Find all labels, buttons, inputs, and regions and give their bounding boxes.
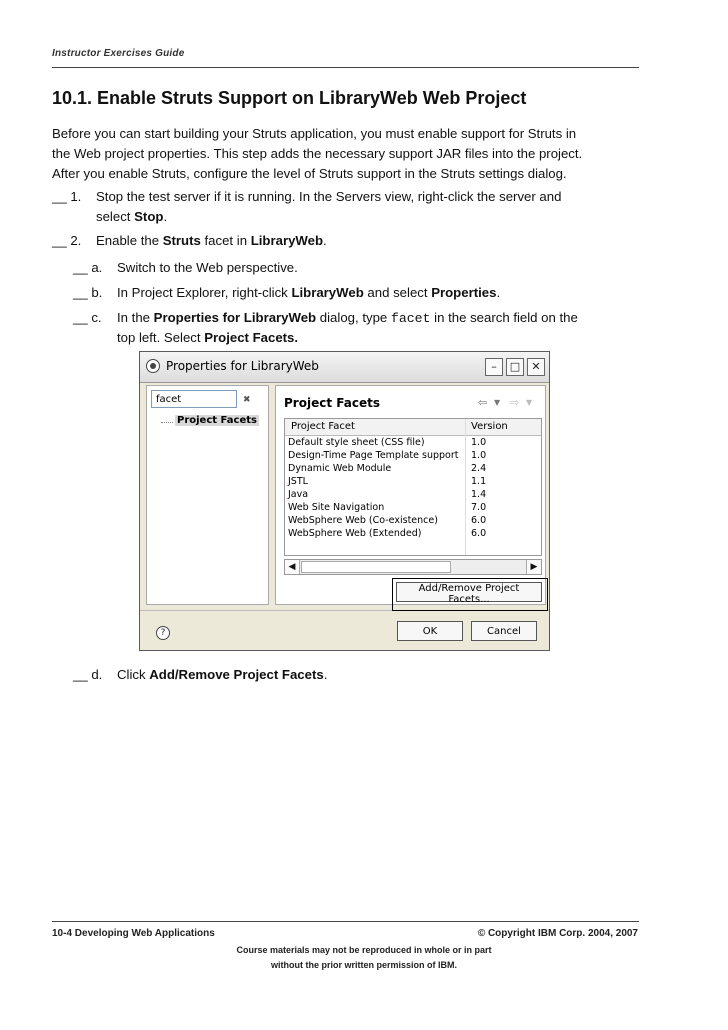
step-marker: __ b.	[73, 285, 103, 300]
footer-note: Course materials may not be reproduced in whole or in part	[236, 945, 492, 955]
callout-box	[392, 578, 548, 611]
step-text: In Project Explorer, right-click LibraryWeb and select Properties.	[117, 285, 501, 300]
step-1	[52, 187, 642, 227]
close-icon[interactable]: ✕	[527, 358, 545, 376]
step-2a	[73, 258, 643, 278]
step-marker: __ 2.	[52, 233, 82, 248]
footer-note: without the prior written permission of IBM.	[271, 960, 457, 970]
chevron-down-icon[interactable]: ▼	[494, 398, 501, 407]
table-row[interactable]: Design-Time Page Template support 1.0	[288, 450, 487, 461]
intro-line: Before you can start building your Struts application, you must enable support for Struts in	[52, 126, 577, 141]
step-text: In the Properties for LibraryWeb dialog, type facet in the search field on the	[117, 310, 578, 326]
clear-filter-icon[interactable]: ✖	[243, 395, 251, 405]
help-icon[interactable]: ?	[156, 626, 170, 640]
project-facets-pane	[275, 385, 546, 605]
step-2	[52, 231, 642, 251]
step-marker: __ d.	[73, 667, 103, 682]
eclipse-icon	[146, 359, 160, 373]
chevron-down-icon[interactable]: ▼	[526, 398, 533, 407]
step-marker: __ 1.	[52, 189, 82, 204]
table-row[interactable]: Default style sheet (CSS file) 1.0	[288, 437, 487, 448]
header-rule	[52, 67, 639, 68]
step-text: Enable the Struts facet in LibraryWeb.	[96, 233, 327, 248]
step-2d	[73, 665, 643, 685]
step-marker: __ a.	[73, 260, 103, 275]
footer-page-label: 10-4 Developing Web Applications	[52, 928, 215, 939]
bold-term: Project Facets.	[204, 330, 299, 345]
add-remove-facets-button[interactable]: Add/Remove Project Facets...	[396, 582, 542, 602]
step-marker: __ c.	[73, 310, 102, 325]
intro-line: After you enable Struts, configure the level of Struts support in the Struts settings dialog.	[52, 166, 567, 181]
ok-button[interactable]: OK	[397, 621, 463, 641]
bold-term: Add/Remove Project Facets	[149, 667, 324, 682]
step-text: Click Add/Remove Project Facets.	[117, 667, 328, 682]
minimize-icon[interactable]: –	[485, 358, 503, 376]
scroll-right-icon[interactable]: ▶	[526, 560, 541, 574]
forward-arrow-icon[interactable]: ⇨	[510, 396, 520, 409]
pane-title: Project Facets	[284, 396, 380, 410]
table-row[interactable]: WebSphere Web (Co-existence) 6.0	[288, 515, 487, 526]
maximize-icon[interactable]: □	[506, 358, 524, 376]
scroll-thumb[interactable]	[301, 561, 451, 573]
code-term: facet	[390, 311, 431, 326]
bold-term: LibraryWeb	[250, 233, 324, 248]
dialog-titlebar	[140, 352, 549, 383]
bold-term: LibraryWeb	[291, 285, 364, 300]
step-text: top left. Select Project Facets.	[117, 330, 299, 345]
section-title: 10.1. Enable Struts Support on LibraryWeb Web Project	[52, 88, 527, 108]
back-arrow-icon[interactable]: ⇦	[478, 396, 488, 409]
footer-copyright: © Copyright IBM Corp. 2004, 2007	[477, 928, 638, 939]
table-row[interactable]: JSTL 1.1	[288, 476, 487, 487]
intro-paragraph	[52, 124, 642, 184]
table-header	[285, 419, 541, 436]
step-text: select Stop.	[96, 209, 168, 224]
guide-header: Instructor Exercises Guide	[52, 48, 185, 59]
bold-term: Properties for LibraryWeb	[153, 310, 317, 325]
step-text: Stop the test server if it is running. In the Servers view, right-click the server and	[96, 189, 562, 204]
dialog-title: Properties for LibraryWeb	[166, 359, 319, 373]
tree-connector	[161, 422, 173, 423]
table-row[interactable]: WebSphere Web (Extended) 6.0	[288, 528, 487, 539]
bold-term: Stop	[134, 209, 164, 224]
horizontal-scrollbar[interactable]	[284, 559, 542, 575]
column-header-version[interactable]: Version	[471, 421, 508, 432]
table-row[interactable]: Java 1.4	[288, 489, 487, 500]
search-input[interactable]	[151, 390, 237, 408]
table-row[interactable]: Web Site Navigation 7.0	[288, 502, 487, 513]
step-text: Switch to the Web perspective.	[117, 260, 298, 275]
column-header-facet[interactable]: Project Facet	[291, 421, 355, 432]
facets-table	[284, 418, 542, 556]
step-2b	[73, 283, 643, 303]
bold-term: Properties	[431, 285, 497, 300]
scroll-left-icon[interactable]: ◀	[285, 560, 300, 574]
table-row[interactable]: Dynamic Web Module 2.4	[288, 463, 487, 474]
bold-term: Struts	[162, 233, 201, 248]
filter-tree-pane	[146, 385, 269, 605]
tree-item-project-facets[interactable]: Project Facets	[177, 415, 257, 426]
cancel-button[interactable]: Cancel	[471, 621, 537, 641]
intro-line: the Web project properties. This step adds the necessary support JAR files into the project.	[52, 146, 583, 161]
footer-rule	[52, 921, 639, 922]
step-2c	[73, 308, 643, 348]
